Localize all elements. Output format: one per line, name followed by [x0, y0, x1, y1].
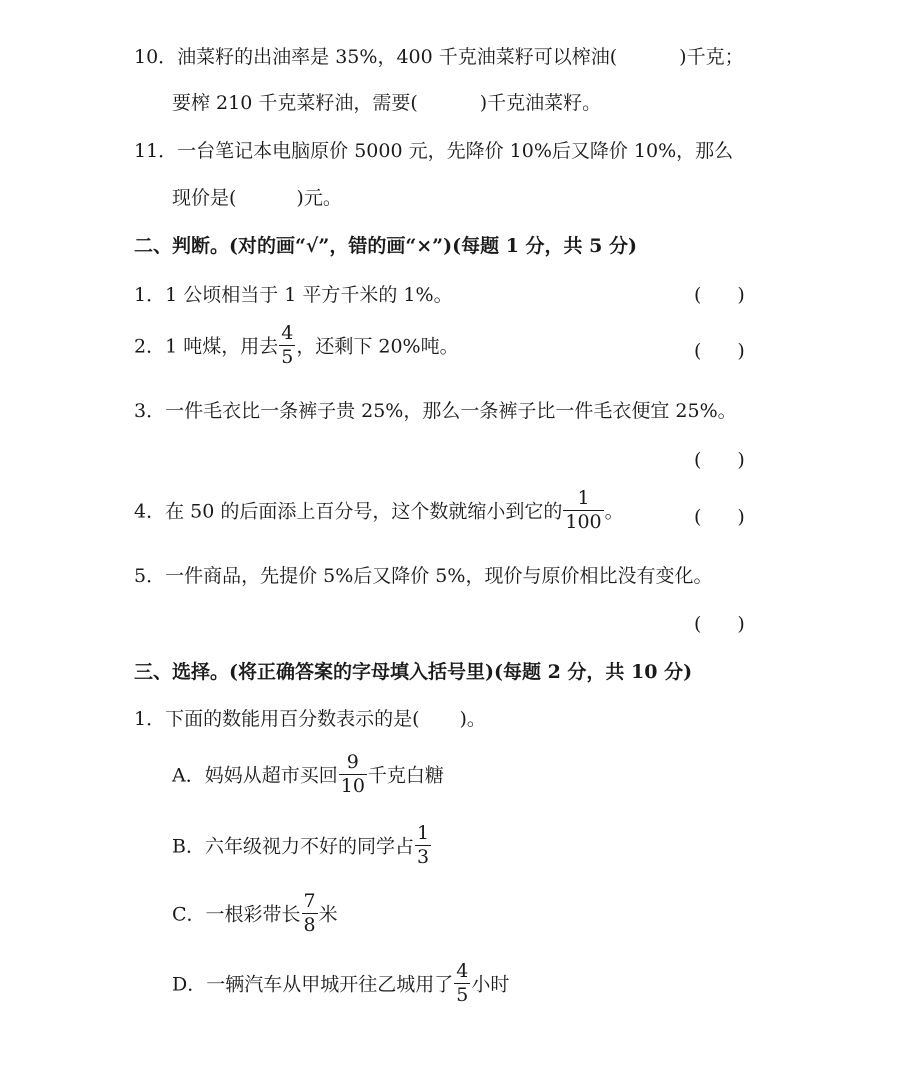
fraction	[454, 962, 470, 1005]
judgment-item-3-text: 3．一件毛衣比一条裤子贵 25%，那么一条裤子比一件毛衣便宜 25%。	[134, 400, 737, 422]
section-3-title: 三、选择。(将正确答案的字母填入括号里)(每题 2 分，共 10 分)	[134, 661, 693, 683]
paren-close: )	[737, 340, 745, 362]
choice-option-b-text-a: B．六年级视力不好的同学占	[172, 835, 414, 858]
judgment-item-2-text-b: ，还剩下 20%吨。	[296, 335, 459, 358]
paren-close: )	[737, 284, 745, 306]
fraction-denominator: 5	[456, 984, 469, 1006]
choice-option-d-text-b: 小时	[471, 973, 510, 996]
question-10-line-2	[172, 94, 601, 113]
answer-parentheses[interactable]	[694, 615, 745, 634]
question-10-line-1	[134, 48, 744, 67]
paren-close: )	[737, 613, 745, 635]
fraction	[279, 324, 295, 367]
choice-option-d-text-a: D．一辆汽车从甲城开往乙城用了	[172, 973, 454, 996]
choice-option-a[interactable]	[172, 751, 444, 798]
fraction-denominator: 8	[303, 914, 316, 936]
answer-parentheses[interactable]	[694, 342, 745, 361]
fraction-numerator: 1	[416, 822, 430, 844]
judgment-item-1-text: 1．1 公顷相当于 1 平方千米的 1%。	[134, 284, 453, 306]
paren-close: )	[737, 449, 745, 471]
question-10-text-b: )千克；	[679, 46, 744, 68]
choice-question-1	[134, 710, 486, 729]
section-2-title: 二、判断。(对的画“√”，错的画“×”)(每题 1 分，共 5 分)	[134, 235, 637, 257]
judgment-item-4	[134, 487, 624, 534]
answer-parentheses[interactable]	[694, 508, 745, 527]
fraction-numerator: 7	[303, 890, 316, 912]
choice-option-d[interactable]	[172, 960, 510, 1007]
judgment-item-2-text-a: 2．1 吨煤，用去	[134, 335, 279, 358]
choice-question-1-stem-a: 1．下面的数能用百分数表示的是(	[134, 708, 420, 730]
judgment-item-1	[134, 286, 453, 305]
fraction-denominator: 3	[416, 846, 430, 868]
fraction	[415, 824, 431, 867]
fraction-denominator: 10	[340, 775, 365, 797]
fraction	[563, 489, 603, 532]
paren-open: (	[694, 449, 702, 471]
choice-question-1-stem-b: )。	[459, 708, 486, 730]
question-10-text-d: )千克油菜籽。	[479, 92, 602, 114]
judgment-item-5	[134, 567, 712, 586]
choice-option-c-text-a: C．一根彩带长	[172, 903, 301, 926]
fraction-numerator: 4	[456, 960, 469, 982]
paren-close: )	[737, 506, 745, 528]
fraction	[302, 892, 318, 935]
judgment-item-2	[134, 322, 459, 369]
answer-parentheses[interactable]	[694, 451, 745, 470]
paren-open: (	[694, 613, 702, 635]
fraction-numerator: 4	[281, 322, 294, 344]
answer-parentheses[interactable]	[694, 286, 745, 305]
fraction-numerator: 1	[563, 489, 603, 511]
fraction-numerator: 9	[339, 753, 367, 775]
question-10-text-c: 要榨 210 千克菜籽油，需要(	[172, 92, 418, 114]
question-11-text-b: 现价是(	[172, 187, 237, 209]
choice-option-b[interactable]	[172, 822, 432, 869]
fraction-denominator: 100	[565, 511, 602, 533]
paren-open: (	[694, 284, 702, 306]
question-11-line-2	[172, 189, 342, 208]
choice-option-a-text-b: 千克白糖	[367, 764, 444, 787]
choice-option-a-text-a: A．妈妈从超市买回	[172, 764, 338, 787]
paren-open: (	[694, 506, 702, 528]
fraction-denominator: 5	[281, 346, 294, 368]
judgment-item-4-text-b: 。	[604, 500, 624, 523]
question-11-text-a: 11．一台笔记本电脑原价 5000 元，先降价 10%后又降价 10%，那么	[134, 140, 734, 162]
judgment-item-4-text-a: 4．在 50 的后面添上百分号，这个数就缩小到它的	[134, 500, 563, 523]
paren-open: (	[694, 340, 702, 362]
judgment-item-5-text: 5．一件商品，先提价 5%后又降价 5%，现价与原价相比没有变化。	[134, 565, 713, 587]
judgment-item-3	[134, 402, 737, 421]
choice-option-c[interactable]	[172, 890, 338, 937]
choice-option-c-text-b: 米	[318, 903, 338, 926]
question-11-line-1	[134, 142, 733, 161]
fraction	[339, 753, 367, 796]
question-11-text-c: )元。	[296, 187, 342, 209]
question-10-text-a: 10．油菜籽的出油率是 35%，400 千克油菜籽可以榨油(	[134, 46, 618, 68]
